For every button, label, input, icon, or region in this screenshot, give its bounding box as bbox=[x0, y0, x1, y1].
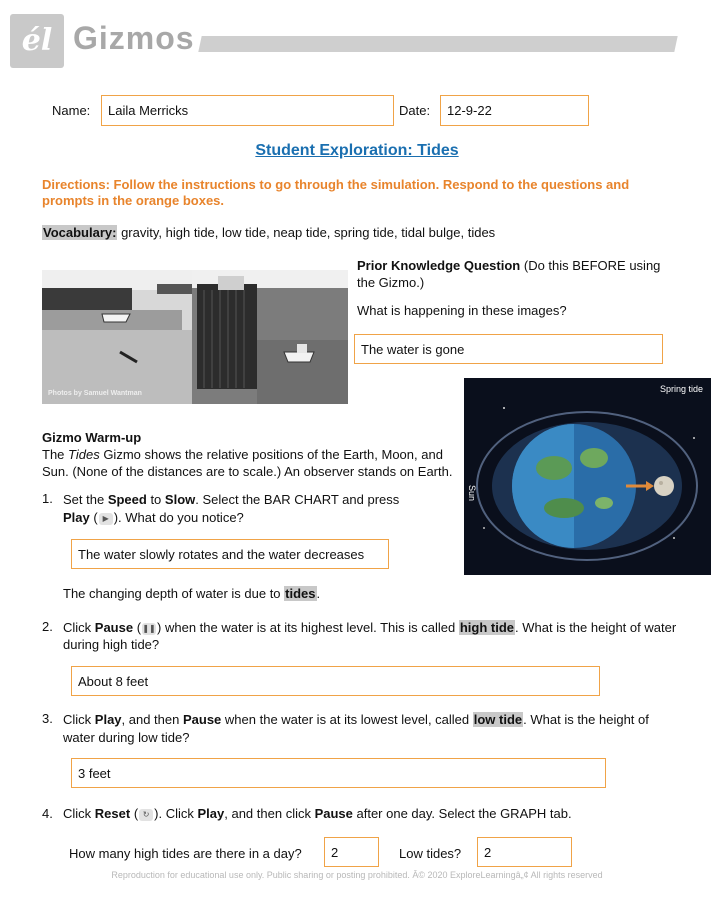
warmup-text-italic: Tides bbox=[68, 447, 100, 462]
prior-knowledge-answer-box[interactable] bbox=[354, 334, 663, 364]
q3-answer: 3 feet bbox=[78, 765, 111, 781]
prior-knowledge-note: (Do this BEFORE using the Gizmo.) bbox=[357, 258, 661, 290]
q4-text-part: ( bbox=[130, 806, 139, 821]
q4-text-part: ). Click bbox=[154, 806, 198, 821]
name-field[interactable] bbox=[101, 95, 394, 126]
high-tides-answer: 2 bbox=[331, 844, 339, 860]
q3-text bbox=[63, 711, 673, 747]
prior-knowledge-answer: The water is gone bbox=[361, 341, 465, 357]
vocabulary-terms: gravity, high tide, low tide, neap tide, spring tide, tidal bulge, tides bbox=[121, 225, 496, 240]
photo-credit: Photos by Samuel Wantman bbox=[48, 390, 142, 397]
page-title: Student Exploration: Tides bbox=[255, 142, 459, 159]
prior-knowledge-prompt bbox=[357, 257, 677, 291]
q1-text-part: to bbox=[146, 492, 165, 507]
date-label: Date: bbox=[399, 103, 431, 118]
high-tides-answer-box[interactable] bbox=[324, 837, 379, 867]
pause-term: Pause bbox=[314, 806, 353, 821]
q1-text bbox=[63, 491, 423, 527]
q2-answer-box[interactable] bbox=[71, 666, 600, 696]
warmup-heading: Gizmo Warm-up bbox=[42, 430, 142, 445]
q2-text bbox=[63, 619, 683, 653]
copyright-footer: Reproduction for educational use only. Public sharing or posting prohibited. Â© 2020 ExploreLearningâ„¢ All rights reserved bbox=[111, 870, 603, 880]
reset-term: Reset bbox=[94, 806, 131, 821]
q3-text-part: . What is the height of water during low tide? bbox=[63, 712, 649, 745]
low-tides-question: Low tides? bbox=[399, 846, 462, 861]
spring-tide-figure bbox=[464, 378, 711, 575]
play-term: Play bbox=[197, 806, 225, 821]
q1-followup bbox=[63, 586, 320, 601]
q1-text-part: . Select the BAR CHART and press bbox=[195, 492, 400, 507]
gizmos-logo-text: Gizmos bbox=[73, 20, 195, 56]
q1-text-part: ). What do you notice? bbox=[113, 510, 244, 525]
spring-tide-label: Spring tide bbox=[659, 384, 703, 394]
play-term: Play bbox=[94, 712, 122, 727]
q4-text-part: Click bbox=[63, 806, 95, 821]
sun-label: Sun bbox=[467, 484, 478, 502]
q2-text-part: ( bbox=[133, 620, 142, 635]
q4-text bbox=[63, 806, 683, 821]
q1-text-part: Set the bbox=[63, 492, 108, 507]
explorelearning-logo-icon: él bbox=[21, 23, 53, 58]
directions-text: Directions: Follow the instructions to go through the simulation. Respond to the questions and prompts in the orange boxes. bbox=[42, 177, 630, 208]
date-value: 12-9-22 bbox=[447, 103, 492, 118]
q3-number: 3. bbox=[42, 711, 53, 726]
q1-text-part: ( bbox=[89, 510, 98, 525]
speed-term: Speed bbox=[107, 492, 147, 507]
q2-number: 2. bbox=[42, 619, 53, 634]
q1-number: 1. bbox=[42, 491, 53, 506]
q2-text-part: ) when the water is at its highest level. This is called bbox=[157, 620, 459, 635]
q1-followup-text: . bbox=[316, 586, 321, 601]
prior-knowledge-heading: Prior Knowledge Question bbox=[357, 258, 521, 273]
q2-answer: About 8 feet bbox=[78, 673, 149, 689]
q4-text-part: after one day. Select the GRAPH tab. bbox=[352, 806, 572, 821]
q2-text-part: Click bbox=[63, 620, 95, 635]
warmup-section bbox=[42, 429, 457, 480]
q3-text-part: Click bbox=[63, 712, 95, 727]
q1-followup-text: The changing depth of water is due to bbox=[63, 586, 285, 601]
high-tides-question: How many high tides are there in a day? bbox=[69, 846, 302, 861]
pause-term: Pause bbox=[182, 712, 222, 727]
q4-number: 4. bbox=[42, 806, 53, 821]
warmup-text-1: The bbox=[42, 447, 69, 462]
slow-term: Slow bbox=[164, 492, 196, 507]
q1-answer-box[interactable] bbox=[71, 539, 389, 569]
harbor-tide-photos bbox=[42, 270, 348, 404]
earth-moon-sun-diagram bbox=[464, 378, 711, 575]
q3-text-part: , and then bbox=[121, 712, 183, 727]
high-tide-term: high tide bbox=[459, 620, 515, 635]
warmup-text-2: Gizmo shows the relative positions of the Earth, Moon, and Sun. (None of the distances are to scale.) An observer stands on Earth. bbox=[42, 447, 453, 479]
vocabulary-line bbox=[42, 225, 495, 240]
name-label: Name: bbox=[52, 103, 91, 118]
q3-text-part: when the water is at its lowest level, called bbox=[221, 712, 473, 727]
header-decorative-bar bbox=[198, 36, 677, 52]
harbor-photo-image bbox=[42, 270, 348, 404]
pause-icon: ❚❚ bbox=[142, 623, 156, 633]
name-value: Laila Merricks bbox=[108, 103, 189, 118]
q2-text-part: . What is the height of water during high tide? bbox=[63, 620, 677, 652]
tides-term: tides bbox=[285, 586, 316, 601]
q1-answer: The water slowly rotates and the water decreases bbox=[78, 546, 365, 562]
low-tide-term: low tide bbox=[473, 712, 523, 727]
q4-text-part: , and then click bbox=[224, 806, 315, 821]
low-tides-answer-box[interactable] bbox=[477, 837, 572, 867]
reset-icon: ↻ bbox=[139, 809, 153, 821]
q3-answer-box[interactable] bbox=[71, 758, 606, 788]
prior-knowledge-question: What is happening in these images? bbox=[357, 303, 567, 318]
date-field[interactable] bbox=[440, 95, 589, 126]
play-term: Play bbox=[63, 510, 90, 525]
pause-term: Pause bbox=[94, 620, 134, 635]
play-icon: ▶ bbox=[99, 513, 113, 525]
low-tides-answer: 2 bbox=[484, 844, 492, 860]
vocabulary-label: Vocabulary: bbox=[43, 225, 117, 240]
